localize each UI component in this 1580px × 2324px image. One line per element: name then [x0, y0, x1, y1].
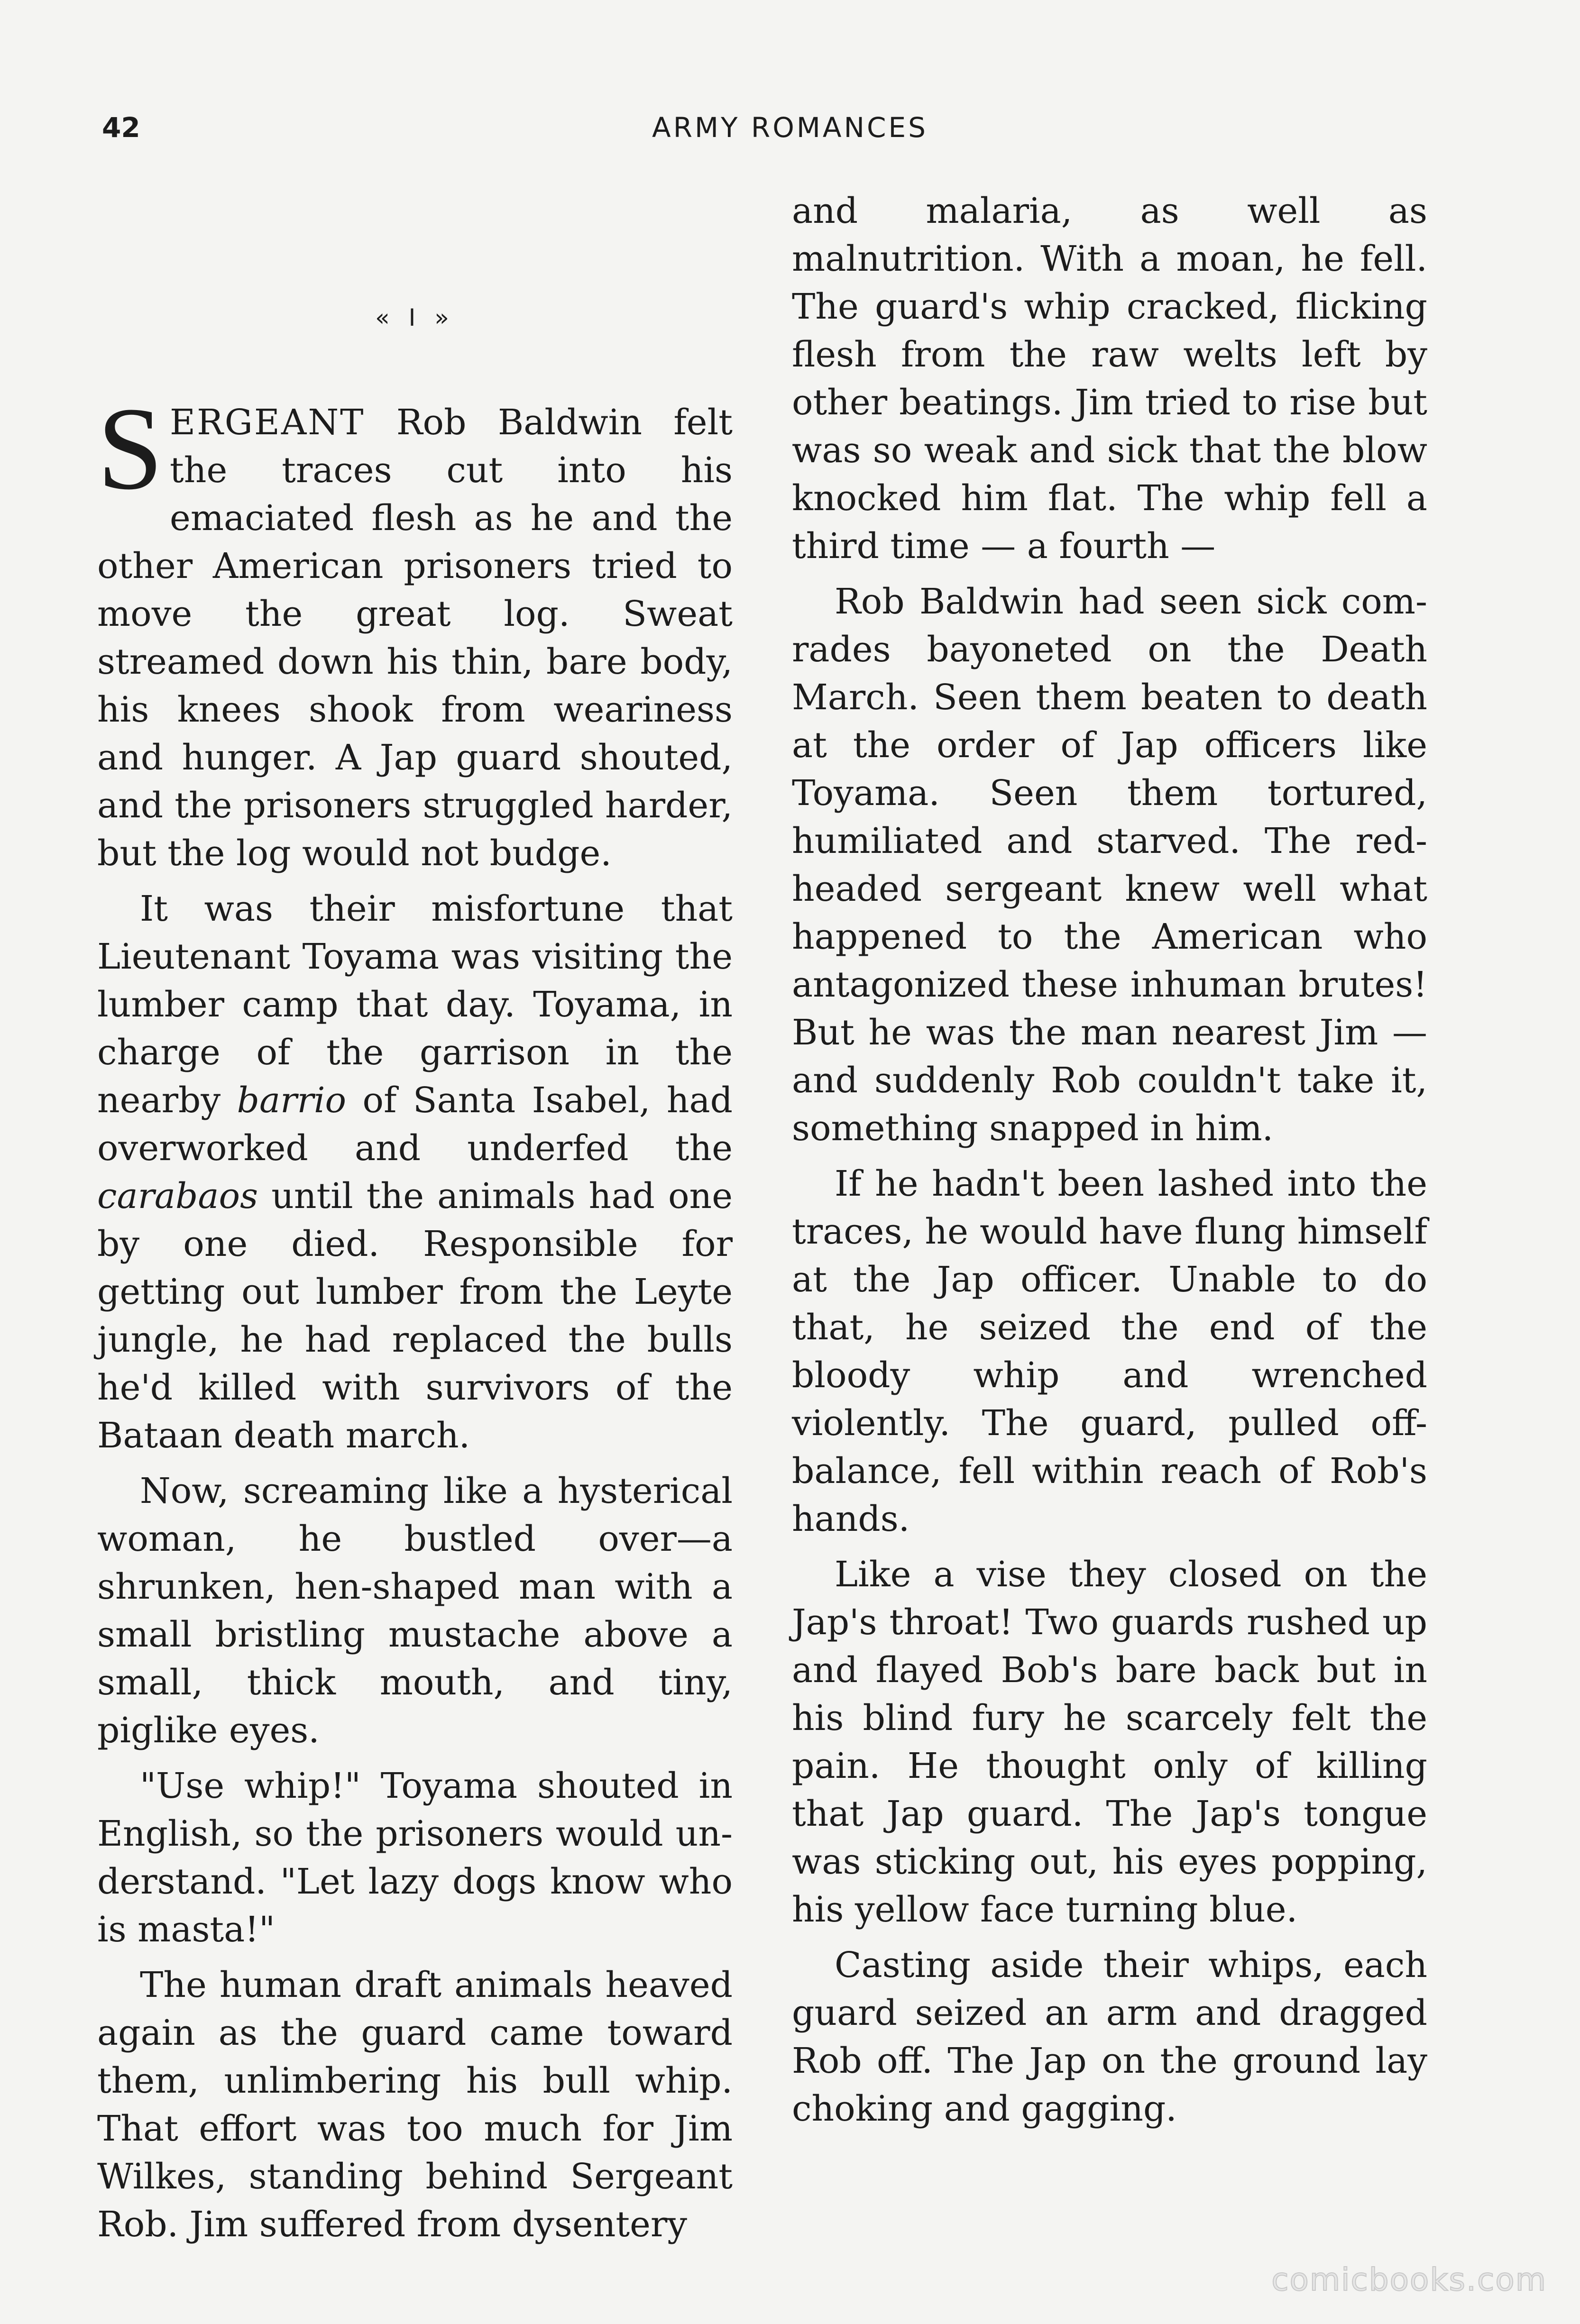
chapter-mark: « I » [375, 304, 455, 331]
paragraph-text: of Santa Isabel, had overworked and underfed the [97, 1080, 733, 1169]
paragraph-text: until the animals had one by one died. Responsible for getting out lumber from the Leyte jungle, he had replaced the bulls he'd killed with survivors of the Bataan death march. [97, 1176, 733, 1456]
left-column [97, 204, 733, 2256]
paragraph: If he hadn't been lashed into the traces, he would have flung himself at the Jap officer. Unable to do that, he seized the end of the bloody whip and wrenched violently. The guard, pulled off-balance, fell within reach of Rob's hands. [792, 1163, 1427, 1539]
italic-word: barrio [237, 1080, 347, 1121]
paragraph-text: Rob Baldwin felt the traces cut into his emaciated flesh as he and the other American prisoners tried to move the great log. Sweat streamed down his thin, bare body, his knees shook from weariness and hunger. A Jap guard shouted, and the prisoners struggled harder, but the log would not budge. [97, 402, 733, 874]
right-column [792, 187, 1427, 2141]
drop-cap: S [97, 383, 164, 514]
paragraph [97, 885, 733, 1460]
paragraph: Rob Baldwin had seen sick comrades bayoneted on the Death March. Seen them beaten to death at the order of Jap officers like Toyama. Seen them tortured, humiliated and starved. The red-headed sergeant knew well what happened to the American who antagonized these inhuman brutes! But he was the man nearest Jim — and suddenly Rob couldn't take it, something snapped in him. [792, 581, 1427, 1149]
page-number: 42 [102, 111, 140, 144]
paragraph [97, 383, 733, 878]
paragraph: "Use whip!" Toyama shouted in English, so the prisoners would understand. "Let lazy dogs know who is masta!" [97, 1766, 733, 1950]
paragraph: The human draft animals heaved again as the guard came toward them, unlimbering his bull whip. That effort was too much for Jim Wilkes, standing behind Sergeant Rob. Jim suffered from dysentery [97, 1965, 733, 2245]
running-head: ARMY ROMANCES [652, 111, 928, 144]
paragraph: and malaria, as well as malnutrition. With a moan, he fell. The guard's whip cracked, flicking flesh from the raw welts left by other beatings. Jim tried to rise but was so weak and sick that the blow knocked him flat. The whip fell a third time — a fourth — [792, 191, 1427, 567]
paragraph: Casting aside their whips, each guard seized an arm and dragged Rob off. The Jap on the ground lay choking and gagging. [792, 1945, 1427, 2129]
italic-word: carabaos [97, 1176, 258, 1217]
paragraph: Like a vise they closed on the Jap's throat! Two guards rushed up and flayed Bob's bare back but in his blind fury he scarcely felt the pain. He thought only of killing that Jap guard. The Jap's tongue was sticking out, his eyes popping, his yellow face turning blue. [792, 1554, 1427, 1930]
watermark: comicbooks.com [1271, 2261, 1547, 2298]
paragraph: Now, screaming like a hysterical woman, he bustled over—a shrunken, hen-shaped man with a small bristling mustache above a small, thick mouth, and tiny, piglike eyes. [97, 1471, 733, 1751]
page-header [102, 111, 1478, 149]
paragraph-text: It was their misfortune that Lieutenant Toyama was visiting the lumber camp that day. Toyama, in charge of the garrison in the nearby [97, 888, 733, 1121]
opening-word: ERGEANT [170, 402, 365, 443]
